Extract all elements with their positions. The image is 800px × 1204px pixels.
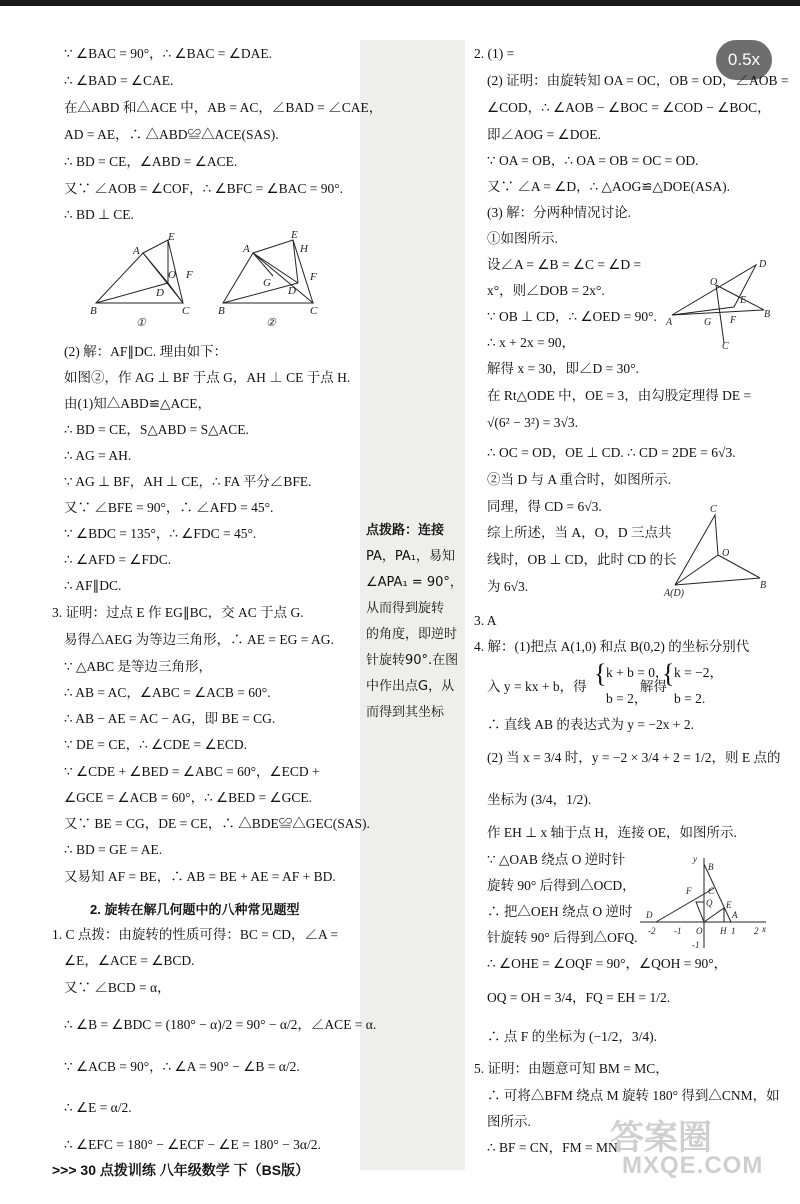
geometry-figure-3: [664, 255, 774, 350]
hint-line: PA，PA₁，易知: [366, 549, 456, 564]
text-line: 坐标为 (3/4，1/2).: [487, 792, 592, 807]
text-line: 综上所述，当 A，O，D 三点共: [487, 525, 672, 540]
fig2-label: A: [243, 243, 250, 255]
text-line: ∴ ∠EFC = 180° − ∠ECF − ∠E = 180° − 3α/2.: [64, 1137, 321, 1152]
hint-line: 中作出点G，从: [366, 679, 455, 694]
brace: {: [662, 659, 675, 688]
text-line: 针旋转 90° 后得到△OFQ.: [487, 930, 638, 945]
fig3-label: D: [759, 259, 767, 270]
text-line: 线时，OB ⊥ CD，此时 CD 的长: [487, 552, 677, 567]
text-line: ∵ OB ⊥ CD，∴ ∠OED = 90°.: [487, 309, 657, 324]
fig5-label: 2: [754, 926, 759, 936]
text-line: ∠E，∠ACE = ∠BCD.: [64, 953, 195, 968]
text-line: ∴ ∠B = ∠BDC = (180° − α)/2 = 90° − α/2，∠ACE = α.: [64, 1017, 377, 1032]
text-line: ∴ 可将△BFM 绕点 M 旋转 180° 得到△CNM，如: [487, 1088, 780, 1103]
fig3-label: C: [722, 341, 729, 350]
text-line: b = 2，: [606, 691, 648, 706]
text-line: ∴ ∠E = α/2.: [64, 1100, 132, 1115]
zoom-badge[interactable]: 0.5x: [716, 40, 772, 80]
text-line: 在△ABD 和△ACE 中，AB = AC，∠BAD = ∠CAE，: [64, 100, 383, 115]
brace: {: [594, 659, 607, 688]
text-line: AD = AE，∴ △ABD≌△ACE(SAS).: [64, 127, 279, 142]
fig4-label: B: [760, 580, 767, 591]
fig2-caption: ②: [266, 317, 276, 329]
fig1-label: F: [186, 269, 193, 281]
text-line: 1. C 点拨：由旋转的性质可得：BC = CD，∠A =: [52, 927, 338, 942]
fig5-label: C: [708, 886, 715, 896]
text-line: ∵ ∠ACB = 90°，∴ ∠A = 90° − ∠B = α/2.: [64, 1059, 300, 1074]
fig3-label: E: [740, 295, 747, 306]
hint-line: 点拨路：连接: [366, 523, 445, 538]
text-line: 入 y = kx + b，得: [487, 679, 587, 694]
text-line: OQ = OH = 3/4，FQ = EH = 1/2.: [487, 990, 671, 1005]
text-line: k = −2，: [674, 665, 723, 680]
text-line: 5. 证明：由题意可知 BM = MC，: [474, 1061, 669, 1076]
text-line: ∵ ∠BAC = 90°，∴ ∠BAC = ∠DAE.: [64, 46, 272, 61]
fig5-label: -1: [674, 926, 682, 936]
text-line: 在 Rt△ODE 中，OE = 3，由勾股定理得 DE =: [487, 388, 752, 403]
text-line: ∴ AG = AH.: [64, 448, 132, 463]
text-line: 又∵ BE = CG，DE = CE，∴ △BDE≌△GEC(SAS).: [64, 816, 370, 831]
fig5-label: Q: [706, 898, 713, 908]
text-line: 又∵ ∠A = ∠D，∴ △AOG≌△DOE(ASA).: [487, 179, 730, 194]
text-line: ∴ ∠OHE = ∠OQF = 90°，∠QOH = 90°，: [487, 956, 728, 971]
section-title: 2. 旋转在解几何题中的八种常见题型: [90, 902, 300, 917]
text-line: ∵ DE = CE，∴ ∠CDE = ∠ECD.: [64, 737, 247, 752]
fig1-label: A: [133, 245, 140, 257]
fig5-label: O: [696, 926, 703, 936]
text-line: √(6² − 3²) = 3√3.: [487, 415, 579, 430]
fig5-label: F: [686, 886, 692, 896]
fig5-label: D: [646, 910, 653, 920]
text-line: 又易知 AF = BE，∴ AB = BE + AE = AF + BD.: [64, 869, 336, 884]
text-line: ∴ AB − AE = AC − AG，即 BE = CG.: [64, 711, 276, 726]
text-line: (2) 当 x = 3/4 时，y = −2 × 3/4 + 2 = 1/2，则 E 点的: [487, 750, 781, 765]
fig5-label: A: [732, 910, 738, 920]
text-line: ∴ BD ⊥ CE.: [64, 207, 134, 222]
fig4-label: C: [710, 504, 717, 515]
text-line: (2) 解：AF∥DC. 理由如下：: [64, 344, 228, 359]
fig5-label: E: [726, 900, 732, 910]
fig4-label: O: [722, 548, 730, 559]
fig2-label: F: [310, 271, 317, 283]
fig2-label: H: [300, 243, 308, 255]
text-line: 为 6√3.: [487, 579, 529, 594]
text-line: ∴ AB = AC，∠ABC = ∠ACB = 60°.: [64, 685, 271, 700]
page-footer: >>> 30 点拨训练 八年级数学 下（BS版）: [52, 1162, 310, 1178]
text-line: 又∵ ∠AOB = ∠COF，∴ ∠BFC = ∠BAC = 90°.: [64, 181, 344, 196]
fig1-label: E: [168, 231, 175, 243]
hint-line: 而得到其坐标: [366, 705, 445, 720]
watermark-logo: 答案圈: [610, 1119, 712, 1157]
geometry-figure-1-2: [88, 228, 338, 333]
fig3-label: G: [704, 317, 712, 328]
text-line: ②当 D 与 A 重合时，如图所示.: [487, 472, 672, 487]
text-line: ∴ OC = OD，OE ⊥ CD. ∴ CD = 2DE = 6√3.: [487, 445, 736, 460]
fig2-label: G: [263, 277, 271, 289]
text-line: (3) 解：分两种情况讨论.: [487, 205, 631, 220]
text-line: 3. 证明：过点 E 作 EG∥BC，交 AC 于点 G.: [52, 605, 304, 620]
fig3-label: F: [730, 315, 737, 326]
text-line: ∠COD，∴ ∠AOB − ∠BOC = ∠COD − ∠BOC，: [487, 100, 771, 115]
fig5-label: 1: [731, 926, 736, 936]
text-line: ∴ BD = GE = AE.: [64, 842, 163, 857]
text-line: ∴ 直线 AB 的表达式为 y = −2x + 2.: [487, 717, 694, 732]
text-line: 作 EH ⊥ x 轴于点 H，连接 OE，如图所示.: [487, 825, 737, 840]
text-line: k + b = 0，: [606, 665, 669, 680]
hint-line: 针旋转90°.在图: [366, 653, 459, 668]
text-line: 旋转 90° 后得到△OCD，: [487, 878, 636, 893]
fig5-label: -1: [692, 940, 700, 950]
fig1-label: D: [156, 287, 164, 299]
text-line: ∵ AG ⊥ BF，AH ⊥ CE，∴ FA 平分∠BFE.: [64, 474, 312, 489]
text-line: (2) 证明：由旋转知 OA = OC，OB = OD，∠AOB =: [487, 73, 789, 88]
fig4-label: A(D): [664, 588, 684, 599]
fig2-label: B: [218, 305, 225, 317]
top-edge: [0, 0, 800, 6]
text-line: 解得: [640, 679, 667, 694]
fig3-label: O: [710, 277, 718, 288]
text-line: 设∠A = ∠B = ∠C = ∠D =: [487, 257, 642, 272]
text-line: 图所示.: [487, 1114, 531, 1129]
watermark-url: MXQE.COM: [622, 1152, 764, 1179]
text-line: ∴ BD = CE，S△ABD = S△ACE.: [64, 422, 249, 437]
text-line: ①如图所示.: [487, 231, 558, 246]
text-line: ∠GCE = ∠ACB = 60°，∴ ∠BED = ∠GCE.: [64, 790, 312, 805]
text-line: 如图②，作 AG ⊥ BF 于点 G，AH ⊥ CE 于点 H.: [64, 370, 351, 385]
text-line: ∵ ∠CDE + ∠BED = ∠ABC = 60°，∠ECD +: [64, 764, 320, 779]
text-line: ∴ BD = CE，∠ABD = ∠ACE.: [64, 154, 238, 169]
hint-line: 从而得到旋转: [366, 601, 445, 616]
fig3-label: B: [764, 309, 771, 320]
geometry-figure-4: [660, 500, 775, 600]
text-line: ∵ △ABC 是等边三角形，: [64, 659, 212, 674]
text-line: ∵ OA = OB，∴ OA = OB = OC = OD.: [487, 153, 699, 168]
text-line: 解得 x = 30，即∠D = 30°.: [487, 361, 639, 376]
text-line: b = 2.: [674, 691, 706, 706]
text-line: 3. A: [474, 613, 497, 628]
text-line: ∴ ∠AFD = ∠FDC.: [64, 552, 172, 567]
text-line: ∵ ∠BDC = 135°，∴ ∠FDC = 45°.: [64, 526, 257, 541]
fig2-label: C: [310, 305, 318, 317]
fig5-label: -2: [648, 926, 656, 936]
text-line: ∴ AF∥DC.: [64, 578, 122, 593]
text-line: ∴ 点 F 的坐标为 (−1/2，3/4).: [487, 1029, 657, 1044]
fig2-label: E: [291, 229, 298, 241]
text-line: 又∵ ∠BFE = 90°，∴ ∠AFD = 45°.: [64, 500, 274, 515]
fig5-label: y: [693, 854, 697, 864]
text-line: x°，则∠DOB = 2x°.: [487, 283, 605, 298]
text-line: ∵ △OAB 绕点 O 逆时针: [487, 852, 626, 867]
text-line: 即∠AOG = ∠DOE.: [487, 127, 601, 142]
fig1-label: B: [90, 305, 97, 317]
fig5-label: B: [708, 862, 714, 872]
hint-line: 的角度，即逆时: [366, 627, 458, 642]
text-line: 2. (1) =: [474, 46, 515, 61]
text-line: 易得△AEG 为等边三角形，∴ AE = EG = AG.: [64, 632, 334, 647]
text-line: 又∵ ∠BCD = α，: [64, 980, 171, 995]
fig1-label: C: [182, 305, 190, 317]
text-line: ∴ x + 2x = 90，: [487, 335, 575, 350]
fig1-label: O: [168, 269, 176, 281]
fig5-label: x: [762, 924, 766, 934]
text-line: 同理，得 CD = 6√3.: [487, 499, 602, 514]
coordinate-figure-5: [636, 852, 772, 952]
hint-line: ∠APA₁ = 90°，: [366, 575, 463, 590]
text-line: 由(1)知△ABD≌△ACE，: [64, 396, 211, 411]
fig2-label: D: [288, 285, 296, 297]
fig5-label: H: [720, 926, 727, 936]
text-line: ∴ BF = CN，FM = MN.: [487, 1140, 622, 1155]
text-line: ∴ 把△OEH 绕点 O 逆时: [487, 904, 633, 919]
fig3-label: A: [666, 317, 673, 328]
text-line: ∴ ∠BAD = ∠CAE.: [64, 73, 174, 88]
text-line: 4. 解：(1)把点 A(1,0) 和点 B(0,2) 的坐标分别代: [474, 639, 750, 654]
fig1-caption: ①: [136, 317, 146, 329]
